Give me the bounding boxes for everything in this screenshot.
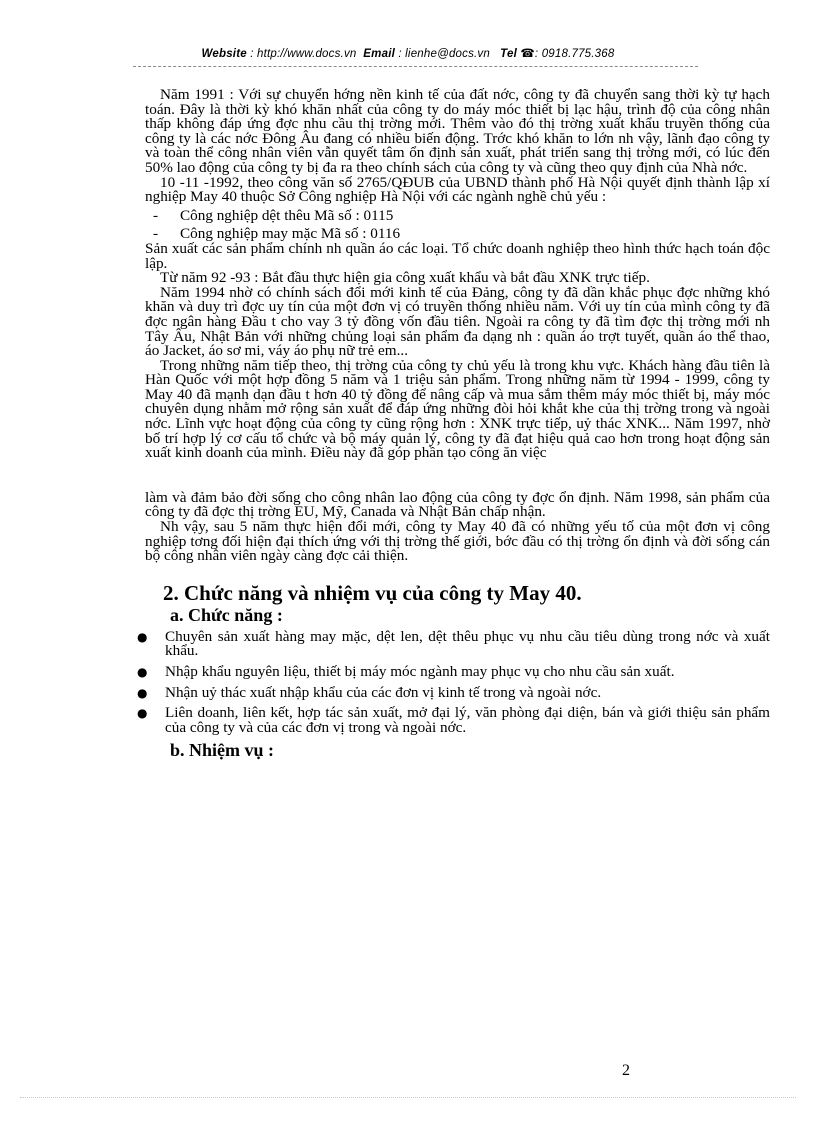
subsection-b-title: b. Nhiệm vụ :: [170, 740, 275, 761]
subsection-a-title: a. Chức năng :: [170, 604, 283, 625]
paragraph-1991: Năm 1991 : Với sự chuyển hớng nền kinh tế của đất nớc, công ty đã chuyển sang thời kỳ tự hạch toán. Đây là thời kỳ khó khăn nhất của công ty do máy móc thiết bị lạc hậu, trình độ của công nhân thấp không đáp ứng đợc nhu cầu thị trờng mới. Thêm vào đó thị trờng xuất khẩu truyền thống của công ty là các nớc Đông Âu đang có nhiều biến động. Trớc khó khăn to lớn nh vậy, lãnh đạo công ty và toàn thể công nhân viên vẫn quyết tâm ổn định sản xuất, phát triển sang thị trờng mới, có lúc đến 50% lao động của công ty bị đa ra theo chính sách của công ty và cũng theo quy định của Nhà nớc.: [145, 86, 770, 176]
footer-divider: [20, 1097, 796, 1098]
bullet-icon: ●: [137, 685, 148, 700]
section-title: 2. Chức năng và nhiệm vụ của công ty May 40.: [163, 580, 582, 605]
email-value: : lienhe@docs.vn: [398, 48, 490, 60]
list-item: [145, 206, 770, 224]
document-body: [137, 86, 770, 765]
website-label: Website: [201, 48, 247, 60]
list-item-text: Công nghiệp dệt thêu Mã số : 0115: [180, 206, 394, 224]
tel-label: Tel: [500, 48, 517, 60]
page-number: 2: [622, 1062, 630, 1079]
list-item: [137, 627, 770, 660]
page-break-gap: [145, 461, 770, 491]
paragraph-1994: Năm 1994 nhờ có chính sách đổi mới kinh tế của Đảng, công ty đã dần khắc phục đợc những khó khăn và duy trì đợc uy tín của một đơn vị có truyền thống nhiều năm. Với uy tín của mình công ty đã đợc ngân hàng Đầu t cho vay 3 tỷ đồng vốn đầu tiên. Ngoài ra công ty đã tìm đợc thị trờng mới nh Tây Âu, Nhật Bản với những chủng loại sản phẩm đa dạng nh : quần áo trợt tuyết, quần áo thể thao, áo Jacket, áo sơ mi, váy áo phụ nữ trẻ em...: [145, 283, 770, 360]
function-list: [137, 627, 770, 736]
website-value: : http://www.docs.vn: [250, 48, 357, 60]
page-header: [0, 46, 816, 60]
list-item: [137, 665, 770, 680]
paragraph-products: Sản xuất các sản phẩm chính nh quần áo các loại. Tổ chức doanh nghiệp theo hình thức hạch toán độc lập.: [145, 239, 770, 272]
list-item-text: Nhận uỷ thác xuất nhập khẩu của các đơn vị kinh tế trong và ngoài nớc.: [165, 683, 602, 701]
paragraph-1992: 10 -11 -1992, theo công văn số 2765/QĐUB của UBND thành phố Hà Nội quyết định thành lập xí nghiệp May 40 thuộc Sở Công nghiệp Hà Nội với các ngành nghề chủ yếu :: [145, 173, 770, 206]
dash-marker: -: [153, 206, 159, 224]
list-item: [137, 683, 770, 701]
tel-value: : 0918.775.368: [534, 48, 615, 60]
dash-marker: -: [153, 225, 159, 243]
header-divider: [133, 66, 698, 67]
list-item: [137, 706, 770, 735]
bullet-icon: ●: [137, 665, 148, 679]
bullet-icon: ●: [137, 706, 148, 721]
email-label: Email: [363, 48, 395, 60]
phone-icon: ☎: [520, 48, 535, 60]
paragraph-following-years: Trong những năm tiếp theo, thị trờng của công ty chủ yếu là trong khu vực. Khách hàng đầu tiên là Hàn Quốc với một hợp đồng 5 năm và 1 triệu sản phẩm. Trong những năm từ 1994 - 1999, công ty May 40 đã mạnh dạn đầu t hơn 40 tỷ đồng để nâng cấp và mua sắm thêm máy móc thiết bị, máy móc chuyên dụng nhằm mở rộng sản xuất để đáp ứng những đòi hỏi khắt khe của thị trờng trong và ngoài nớc. Lĩnh vực hoạt động của công ty cũng rộng hơn : XNK trực tiếp, uỷ thác XNK... Năm 1997, nhờ bố trí hợp lý cơ cấu tổ chức và bộ máy quản lý, công ty đã đạt hiệu quả cao hơn trong hoạt động sản xuất kinh doanh của mình. Điều này đã góp phần tạo công ăn việc: [145, 356, 770, 462]
paragraph-summary: Nh vậy, sau 5 năm thực hiện đổi mới, công ty May 40 đã có những yếu tố của một đơn vị công nghiệp tơng đối hiện đại thích ứng với thị trờng thế giới, bớc đầu có thị trờng ổn định và đời sống cán bộ công nhân viên ngày càng đợc cải thiện.: [145, 518, 770, 565]
list-item-text: Chuyên sản xuất hàng may mặc, dệt len, dệt thêu phục vụ nhu cầu tiêu dùng trong nớc và xuất khẩu.: [165, 627, 770, 660]
bullet-icon: ●: [137, 629, 148, 644]
list-item-text: Nhập khẩu nguyên liệu, thiết bị máy móc ngành may phục vụ cho nhu cầu sản xuất.: [165, 663, 675, 680]
list-item-text: Công nghiệp may mặc Mã số : 0116: [180, 225, 401, 243]
list-item-text: Liên doanh, liên kết, hợp tác sản xuất, mở đại lý, văn phòng đại diện, bán và giới thiệu sản phẩm của công ty và của các đơn vị trong và ngoài nớc.: [165, 704, 770, 736]
paragraph-92-93: Từ năm 92 -93 : Bắt đầu thực hiện gia công xuất khẩu và bắt đầu XNK trực tiếp.: [160, 269, 650, 287]
paragraph-1998: làm và đảm bảo đời sống cho công nhân lao động của công ty đợc ổn định. Năm 1998, sản phẩm của công ty đã đợc thị trờng EU, Mỹ, Canada và Nhật Bản chấp nhận.: [145, 488, 770, 521]
